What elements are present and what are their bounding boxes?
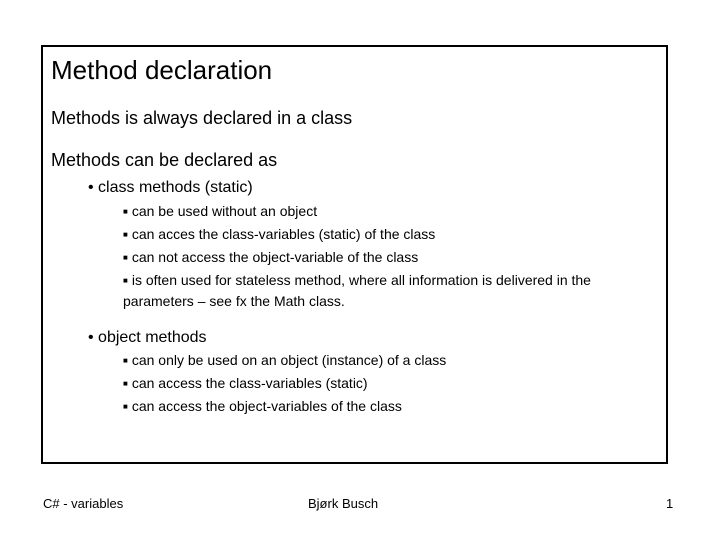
- footer-author: Bjørk Busch: [308, 496, 379, 511]
- list-item-text: can access the object-variables of the class: [131, 398, 402, 414]
- square-bullet-icon: ■: [123, 276, 128, 285]
- class-methods-heading: • class methods (static): [88, 179, 253, 196]
- paragraph-declared-as: Methods can be declared as: [51, 150, 278, 170]
- paragraph-declared-in-class: Methods is always declared in a class: [51, 108, 353, 128]
- list-item-text: is often used for stateless method, where all information is delivered in the parameters – see fx the Math class.: [123, 272, 591, 309]
- list-item-text: can acces the class-variables (static) of the class: [131, 226, 436, 242]
- square-bullet-icon: ■: [123, 253, 128, 262]
- list-item-text: can only be used on an object (instance) of a class: [131, 352, 447, 368]
- list-item-text: can access the class-variables (static): [131, 375, 368, 391]
- footer-page-number: 1: [666, 496, 674, 511]
- list-item: [123, 373, 368, 394]
- footer-course-title: C# - variables: [43, 496, 124, 511]
- list-item: [123, 201, 317, 222]
- list-item-text: can not access the object-variable of the class: [131, 249, 419, 265]
- square-bullet-icon: ■: [123, 356, 128, 365]
- list-item: [123, 350, 446, 371]
- content-box: [41, 45, 668, 464]
- square-bullet-icon: ■: [123, 379, 128, 388]
- list-item: [123, 270, 663, 311]
- slide-title: Method declaration: [51, 55, 273, 85]
- object-methods-heading: • object methods: [88, 329, 207, 346]
- square-bullet-icon: ■: [123, 230, 128, 239]
- list-item: [123, 396, 402, 417]
- square-bullet-icon: ■: [123, 207, 128, 216]
- list-item: [123, 224, 435, 245]
- list-item: [123, 247, 418, 268]
- list-item-text: can be used without an object: [131, 203, 318, 219]
- square-bullet-icon: ■: [123, 402, 128, 411]
